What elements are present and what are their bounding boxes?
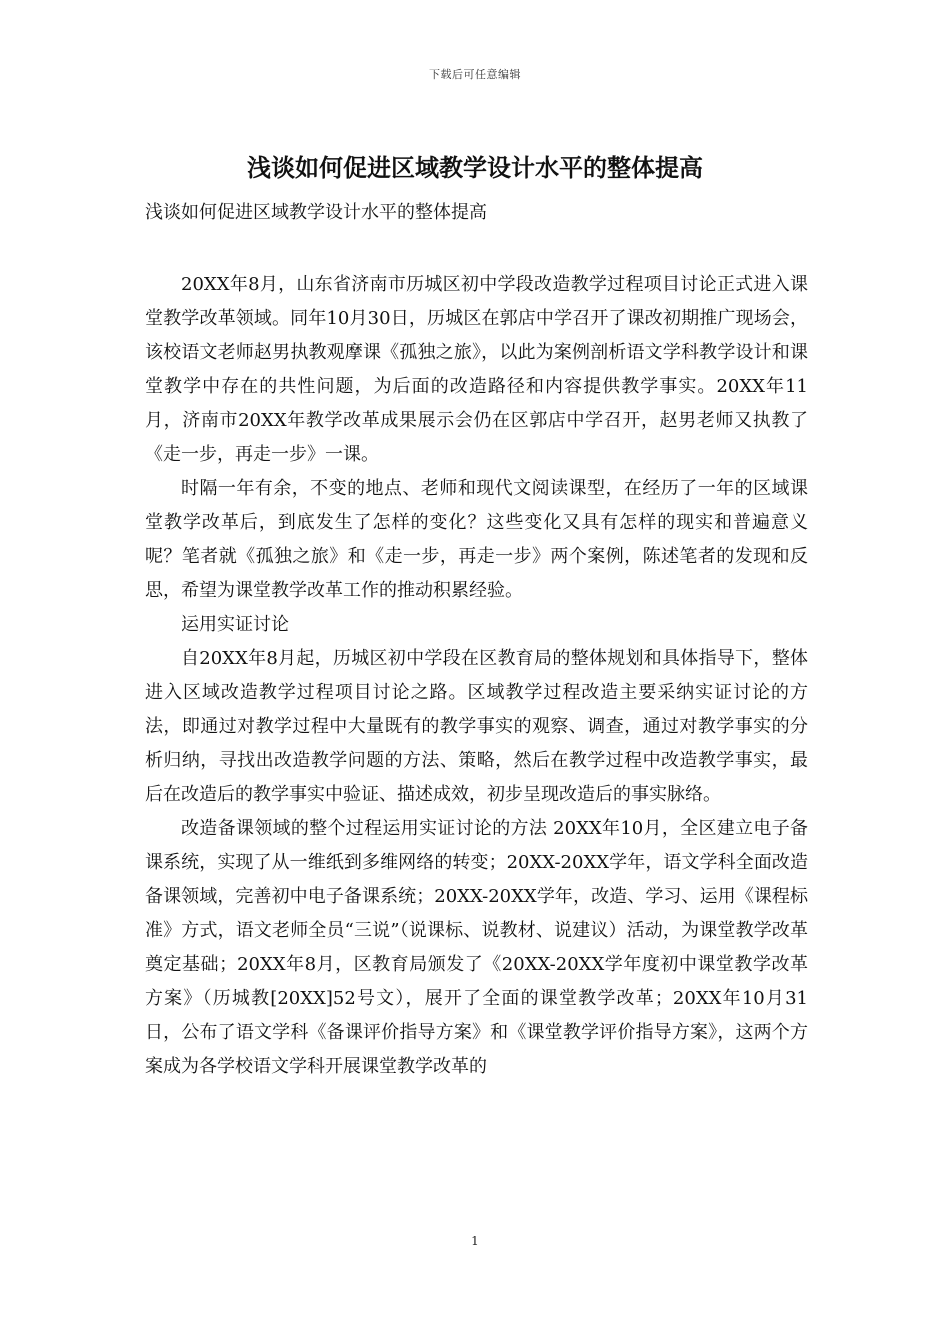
paragraph-1: 20XX年8月，山东省济南市历城区初中学段改造教学过程项目讨论正式进入课堂教学改革领域。同年10月30日，历城区在郭店中学召开了课改初期推广现场会，该校语文老师赵男执教观摩课《孤独之旅》，以此为案例剖析语文学科教学设计和课堂教学中存在的共性问题，为后面的改造路径和内容提供教学事实。20XX年11月，济南市20XX年教学改革成果展示会仍在区郭店中学召开，赵男老师又执教了《走一步，再走一步》一课。 [145,274,808,465]
page-number: 1 [471,1234,479,1248]
document-title: 浅谈如何促进区域教学设计水平的整体提高 [247,153,703,182]
section-heading: 运用实证讨论 [181,614,289,635]
header-note: 下载后可任意编辑 [429,68,521,81]
paragraph-3: 自20XX年8月起，历城区初中学段在区教育局的整体规划和具体指导下，整体进入区域改造教学过程项目讨论之路。区域教学过程改造主要采纳实证讨论的方法，即通过对教学过程中大量既有的教学事实的观察、调查，通过对教学事实的分析归纳，寻找出改造教学问题的方法、策略，然后在教学过程中改造教学事实，最后在改造后的教学事实中验证、描述成效，初步呈现改造后的事实脉络。 [145,648,808,805]
document-subtitle: 浅谈如何促进区域教学设计水平的整体提高 [145,202,487,223]
paragraph-4: 改造备课领域的整个过程运用实证讨论的方法 20XX年10月，全区建立电子备课系统，实现了从一维纸到多维网络的转变；20XX-20XX学年，语文学科全面改造备课领域，完善初中电子备课系统；20XX-20XX学年，改造、学习、运用《课程标准》方式，语文老师全员“三说”（说课标、说教材、说建议）活动，为课堂教学改革奠定基础；20XX年8月，区教育局颁发了《20XX-20XX学年度初中课堂教学改革方案》（历城教[20XX]52号文），展开了全面的课堂教学改革；20XX年10月31日，公布了语文学科《备课评价指导方案》和《课堂教学评价指导方案》，这两个方案成为各学校语文学科开展课堂教学改革的 [145,818,808,1077]
document-body [145,268,808,1084]
paragraph-2: 时隔一年有余，不变的地点、老师和现代文阅读课型，在经历了一年的区域课堂教学改革后，到底发生了怎样的变化？这些变化又具有怎样的现实和普遍意义呢？笔者就《孤独之旅》和《走一步，再走一步》两个案例，陈述笔者的发现和反思，希望为课堂教学改革工作的推动积累经验。 [145,478,808,601]
